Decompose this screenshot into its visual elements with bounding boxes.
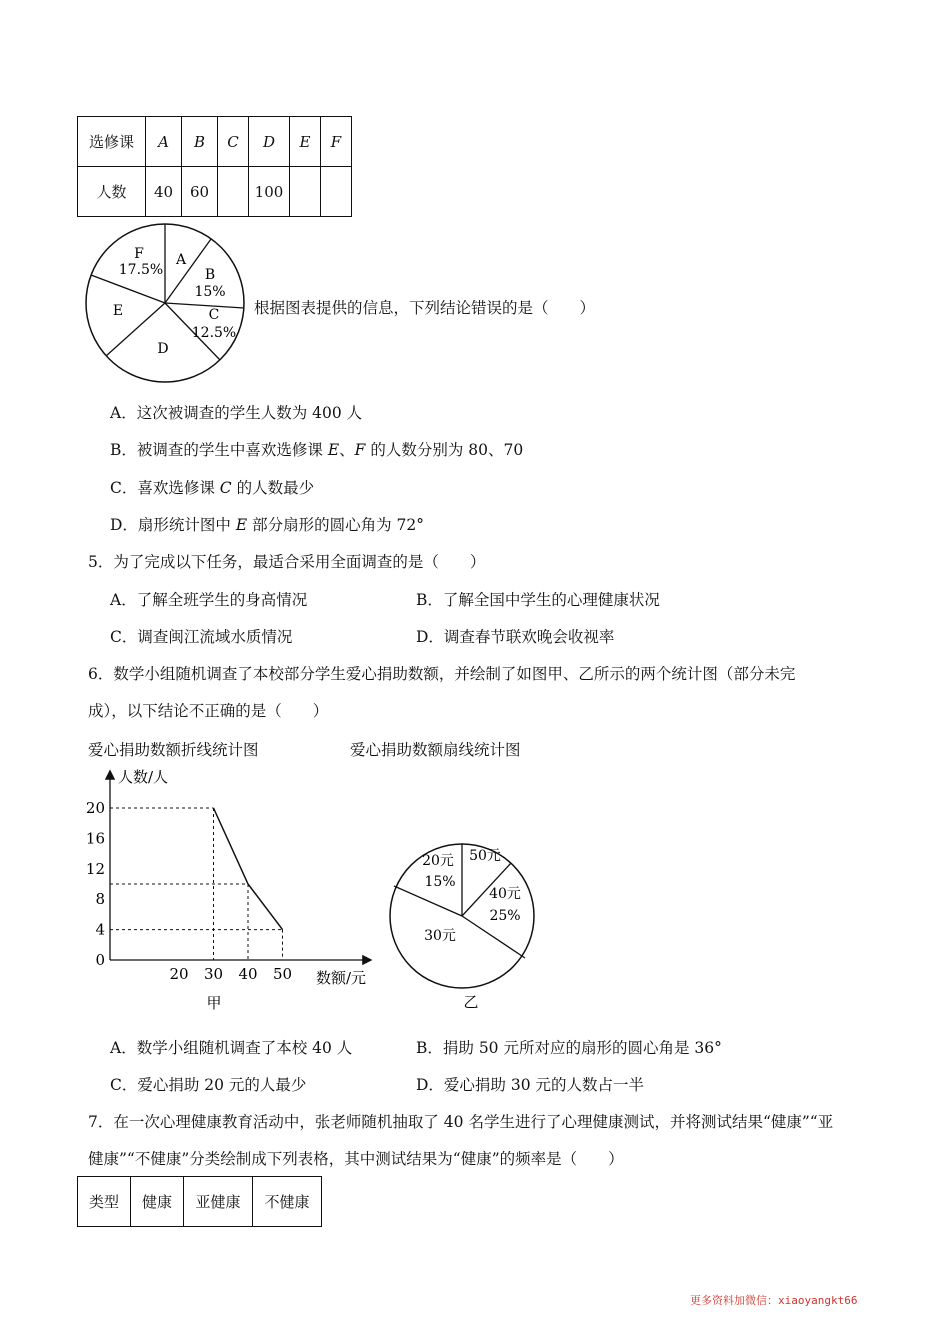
- q6-option-b: B．捐助 50 元所对应的扇形的圆心角是 36°: [416, 1039, 722, 1057]
- y-tick-label: 4: [95, 920, 105, 939]
- y-tick-label: 12: [85, 859, 105, 878]
- table-cell: D: [249, 117, 290, 167]
- q4-option-c-var: C: [219, 479, 232, 497]
- pie-chart-title: 爱心捐助数额扇线统计图: [350, 741, 521, 759]
- pie-label-40: 40元: [489, 886, 521, 902]
- table-cell: 亚健康: [184, 1177, 253, 1227]
- q6-stem-line2: 成），以下结论不正确的是（ ）: [88, 702, 329, 720]
- table-cell: 健康: [131, 1177, 184, 1227]
- q4-option-a: A．这次被调查的学生人数为 400 人: [110, 404, 363, 422]
- pie-divider: [165, 303, 244, 308]
- q4-option-c-text-end: 的人数最少: [231, 479, 315, 497]
- table-cell: 类型: [78, 1177, 131, 1227]
- q6-stem-line1: 6．数学小组随机调查了本校部分学生爱心捐助数额，并绘制了如图甲、乙所示的两个统计图（部分未完: [88, 665, 796, 683]
- donation-pie-chart: [385, 840, 545, 1015]
- q4-option-c: [110, 476, 314, 498]
- q7-stem-line1: 7．在一次心理健康教育活动中，张老师随机抽取了 40 名学生进行了心理健康测试，并将测试结果“健康”“亚: [88, 1113, 834, 1131]
- table-header-row: [78, 1177, 322, 1227]
- q7-stem-line2: 健康”“不健康”分类绘制成下列表格，其中测试结果为“健康”的频率是（ ）: [88, 1150, 624, 1168]
- y-tick-label: 8: [95, 890, 105, 909]
- footer-contact: 更多资料加微信：xiaoyangkt66: [690, 1294, 858, 1307]
- q4-option-b-var-e: E: [327, 441, 340, 459]
- x-tick-label: 20: [169, 965, 189, 983]
- table-cell: C: [218, 117, 249, 167]
- q6-option-a: A．数学小组随机调查了本校 40 人: [110, 1039, 353, 1057]
- table-cell: B: [182, 117, 218, 167]
- q5-option-c: C．调查闽江流域水质情况: [110, 628, 293, 646]
- pie-pct-40: 25%: [489, 908, 521, 924]
- health-table: [77, 1176, 322, 1227]
- q4-option-b-sep: 、: [339, 441, 355, 459]
- pie-label-e: E: [112, 303, 124, 319]
- table-cell: [321, 167, 352, 217]
- pie-label-f: F: [134, 246, 144, 262]
- elective-pie-chart: [80, 222, 252, 388]
- series-line: [214, 808, 283, 930]
- pie-label-a: A: [175, 252, 187, 268]
- line-chart-title: 爱心捐助数额折线统计图: [88, 741, 259, 759]
- table-cell: A: [146, 117, 182, 167]
- pie-chart-caption: 乙: [463, 993, 479, 1011]
- table-cell: 不健康: [253, 1177, 322, 1227]
- pie-label-20: 20元: [422, 853, 454, 869]
- q4-option-b: [110, 438, 523, 460]
- x-axis-label: 数额/元: [316, 969, 367, 987]
- table-cell: 40: [146, 167, 182, 217]
- pie-pct-20: 15%: [424, 874, 456, 890]
- q6-option-d: D．爱心捐助 30 元的人数占一半: [416, 1076, 645, 1094]
- table-cell: 100: [249, 167, 290, 217]
- table-cell: F: [321, 117, 352, 167]
- table-row: [78, 167, 352, 217]
- x-tick-label: 30: [203, 965, 224, 983]
- x-tick-label: 40: [238, 965, 258, 983]
- table-cell: 人数: [78, 167, 146, 217]
- pie-pct-c: 12.5%: [191, 325, 237, 341]
- elective-table: [77, 116, 352, 217]
- table-cell: [290, 167, 321, 217]
- pie-label-30: 30元: [424, 928, 456, 944]
- q4-option-b-text-end: 的人数分别为 80、70: [365, 441, 524, 459]
- q5-stem: 5．为了完成以下任务，最适合采用全面调查的是（ ）: [88, 553, 486, 571]
- donation-line-chart: [80, 762, 385, 1020]
- pie-pct-f: 17.5%: [118, 262, 164, 278]
- q4-option-d-text: D．扇形统计图中: [110, 516, 236, 534]
- q4-option-b-var-f: F: [354, 441, 366, 459]
- table-header-row: [78, 117, 352, 167]
- pie-label-b: B: [204, 267, 216, 283]
- y-tick-label: 20: [85, 799, 105, 817]
- table-cell: [218, 167, 249, 217]
- q4-option-d-var: E: [235, 516, 248, 534]
- q4-option-b-text: B．被调查的学生中喜欢选修课: [110, 441, 328, 459]
- pie-pct-b: 15%: [194, 284, 226, 300]
- q4-option-d: [110, 513, 424, 535]
- pie-label-50: 50元: [469, 848, 501, 864]
- y-tick-label: 16: [85, 829, 105, 848]
- table-cell: E: [290, 117, 321, 167]
- q5-option-d: D．调查春节联欢晚会收视率: [416, 628, 615, 646]
- y-axis-label: 人数/人: [118, 768, 169, 786]
- q5-option-a: A．了解全班学生的身高情况: [110, 591, 308, 609]
- q4-option-c-text: C．喜欢选修课: [110, 479, 220, 497]
- pie-label-c: C: [208, 307, 220, 323]
- pie-divider: [394, 886, 462, 916]
- table-cell: 60: [182, 167, 218, 217]
- q4-stem: 根据图表提供的信息，下列结论错误的是（ ）: [254, 299, 596, 317]
- pie-label-d: D: [157, 341, 169, 357]
- q4-option-d-text-end: 部分扇形的圆心角为 72°: [247, 516, 425, 534]
- q5-option-b: B．了解全国中学生的心理健康状况: [416, 591, 660, 609]
- table-cell: 选修课: [78, 117, 146, 167]
- y-tick-label: 0: [95, 951, 105, 969]
- line-chart-caption: 甲: [206, 994, 222, 1012]
- x-tick-label: 50: [272, 965, 293, 983]
- pie-divider: [91, 275, 165, 303]
- q6-option-c: C．爱心捐助 20 元的人最少: [110, 1076, 307, 1094]
